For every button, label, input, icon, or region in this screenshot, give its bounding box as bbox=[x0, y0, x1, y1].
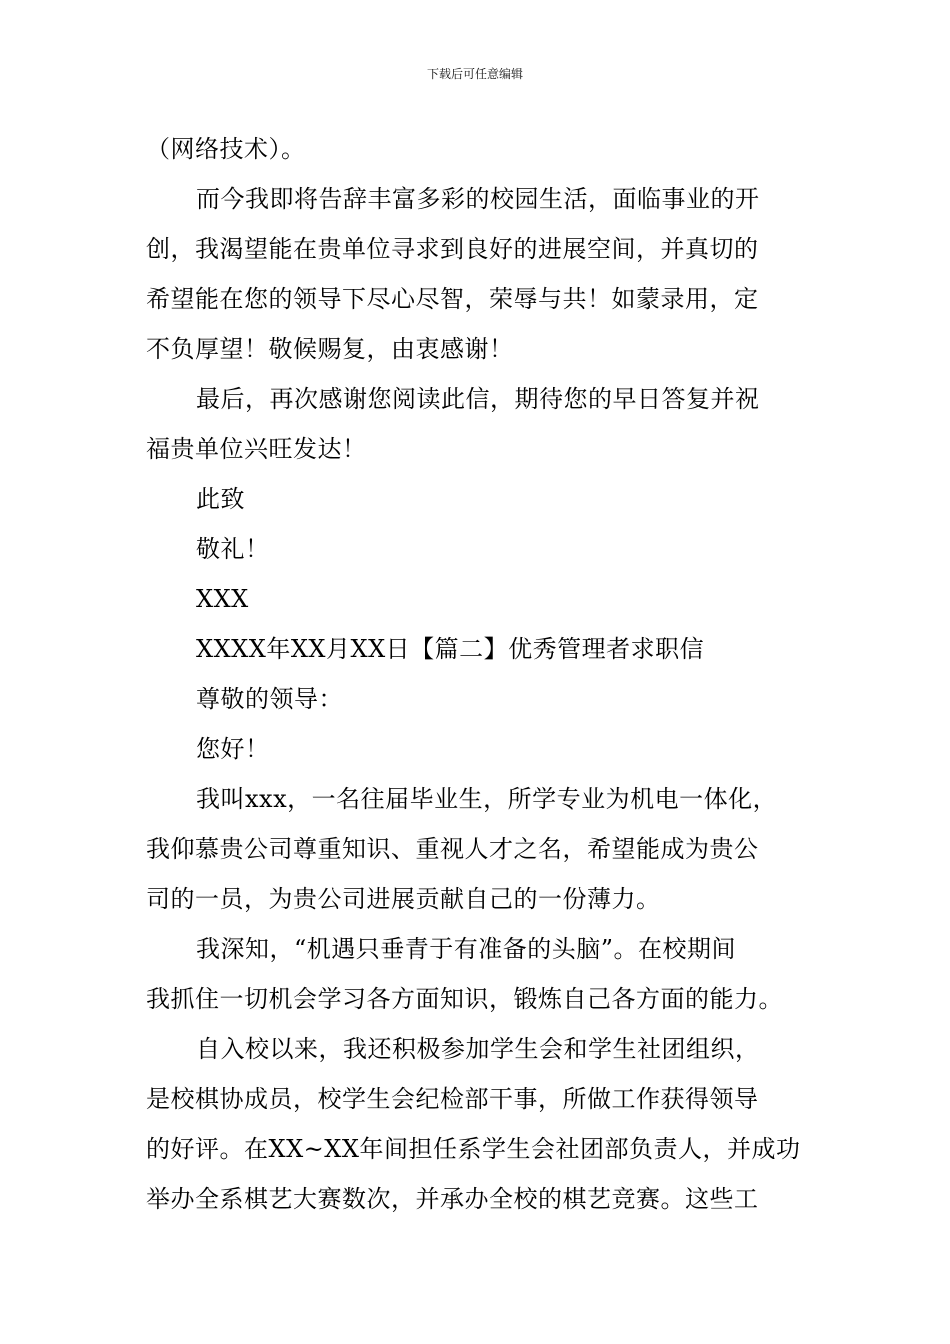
text-line: XXX bbox=[196, 585, 249, 613]
text-block bbox=[146, 124, 808, 1224]
text-line: 而今我即将告辞丰富多彩的校园生活，面临事业的开 bbox=[196, 185, 760, 213]
text-line: 的好评。在XX~XX年间担任系学生会社团部负责人，并成功 bbox=[146, 1135, 801, 1163]
text-line: 不负厚望！敬候赐复，由衷感谢！ bbox=[146, 335, 514, 363]
document-body bbox=[146, 124, 808, 1224]
text-line: 创，我渴望能在贵单位寻求到良好的进展空间，并真切的 bbox=[146, 235, 759, 263]
text-line: 最后，再次感谢您阅读此信，期待您的早日答复并祝 bbox=[196, 385, 760, 413]
text-line: 司的一员，为贵公司进展贡献自己的一份薄力。 bbox=[146, 885, 661, 913]
text-line: 尊敬的领导： bbox=[196, 685, 343, 713]
text-line: 是校棋协成员，校学生会纪检部干事，所做工作获得领导 bbox=[146, 1085, 759, 1113]
text-line: 我仰慕贵公司尊重知识、重视人才之名，希望能成为贵公 bbox=[146, 835, 759, 863]
text-line: 此致 bbox=[196, 485, 245, 513]
text-line: 举办全系棋艺大赛数次，并承办全校的棋艺竞赛。这些工 bbox=[146, 1185, 759, 1213]
text-line: 您好！ bbox=[196, 735, 270, 763]
text-line: XXXX年XX月XX日【篇二】优秀管理者求职信 bbox=[196, 635, 705, 663]
text-line: 我抓住一切机会学习各方面知识，锻炼自己各方面的能力。 bbox=[146, 985, 783, 1013]
text-line: 我深知，“机遇只垂青于有准备的头脑”。在校期间 bbox=[196, 935, 737, 963]
text-line: 自入校以来，我还积极参加学生会和学生社团组织， bbox=[196, 1035, 760, 1063]
text-line: 福贵单位兴旺发达！ bbox=[146, 435, 367, 463]
text-line: （网络技术）。 bbox=[146, 135, 306, 163]
text-line: 敬礼！ bbox=[196, 535, 270, 563]
text-line: 希望能在您的领导下尽心尽智，荣辱与共！如蒙录用，定 bbox=[146, 285, 759, 313]
text-line: 我叫xxx，一名往届毕业生，所学专业为机电一体化， bbox=[196, 785, 778, 813]
page-header-note: 下载后可任意编辑 bbox=[426, 67, 523, 81]
